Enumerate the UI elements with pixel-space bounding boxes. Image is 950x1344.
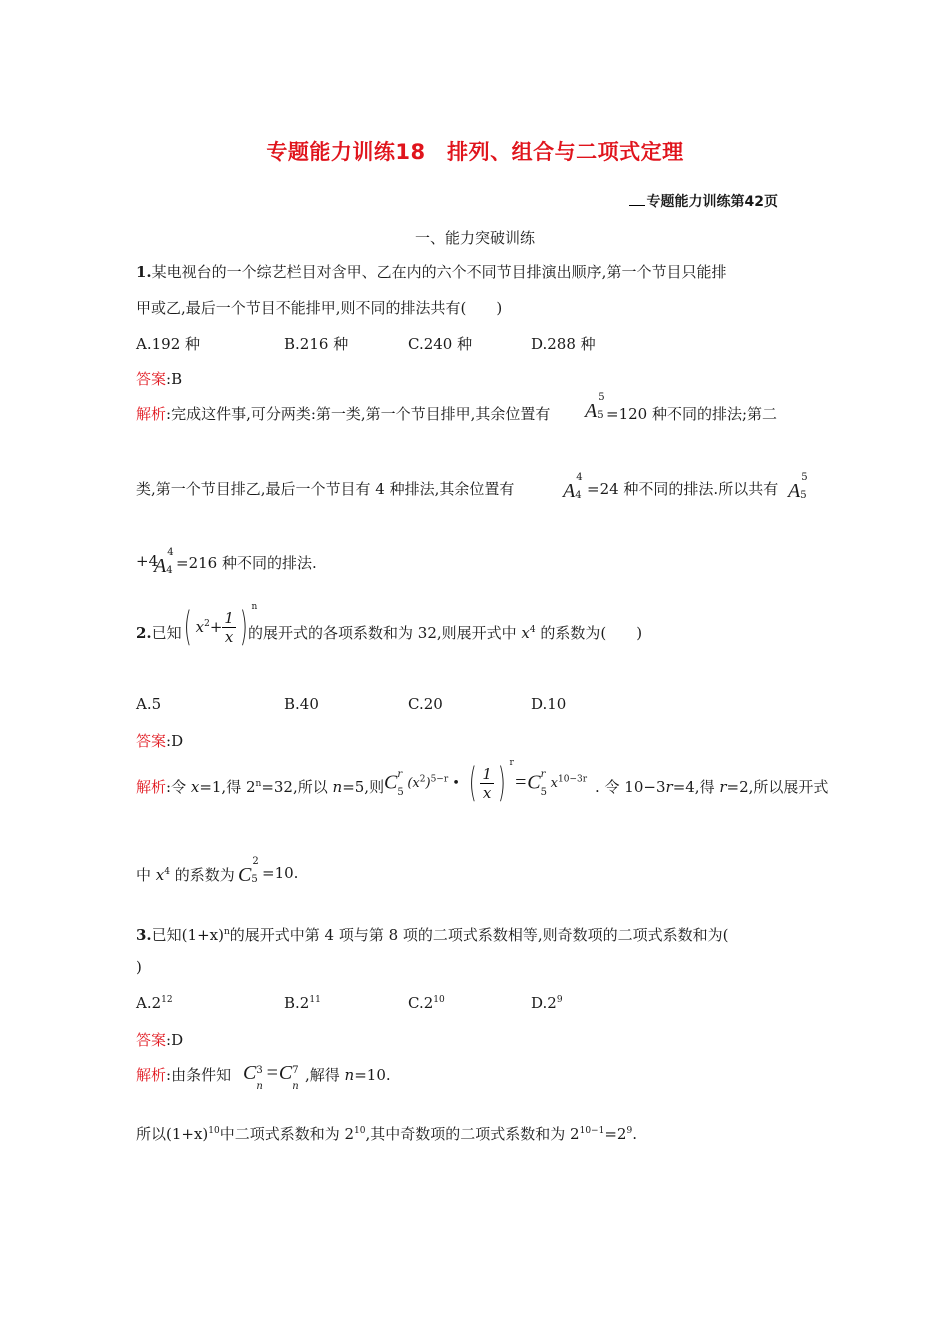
- q1-line-1: 1.某电视台的一个综艺栏目对含甲、乙在内的六个不同节目排演出顺序,第一个节目只能排: [136, 263, 727, 281]
- math-a55: A 5 5: [585, 392, 605, 422]
- q1-solution-line-3a: +4: [136, 552, 159, 570]
- math-a44-b: A 4 4: [154, 547, 174, 577]
- q2-line-1b: 的展开式的各项系数和为 32,则展开式中 $x^4$ 的系数为( ): [248, 624, 643, 642]
- q3-line-2: ): [136, 958, 142, 976]
- math-c52: C 2 5: [238, 856, 259, 886]
- q2-solution-line-2a: 中 $x^4$ 的系数为: [136, 866, 235, 884]
- q3-option-c: $C.2^{10}$: [408, 994, 445, 1012]
- q2-answer: 答案:D: [136, 732, 184, 750]
- q2-option-d: D.10: [531, 695, 567, 713]
- q2-option-a: A.5: [136, 695, 162, 713]
- q1-solution-line-2: 类,第一个节目排乙,最后一个节目有 4 种排法,其余位置有: [136, 480, 515, 498]
- q3-solution-line-1b: ,解得 n=10.: [305, 1066, 391, 1084]
- q1-solution-line-3b: =216 种不同的排法.: [176, 554, 317, 572]
- q1-option-c: C.240 种: [408, 335, 473, 353]
- q1-solution-line-1: 解析:完成这件事,可分两类:第一类,第一个节目排甲,其余位置有: [136, 405, 551, 423]
- q1-option-b: B.216 种: [284, 335, 349, 353]
- math-binomial-term: C r 5 $(x^2)^{5-r}$ • ( $\frac{1}{x}$ ) $^r$=C r 5 $x^{10-3r}$: [384, 758, 588, 806]
- q3-answer: 答案:D: [136, 1031, 184, 1049]
- q2-line-1a: 2.已知: [136, 624, 182, 642]
- q2-option-b: B.40: [284, 695, 319, 713]
- q1-solution-line-2b: =24 种不同的排法.所以共有: [587, 480, 779, 498]
- q1-option-a: A.192 种: [136, 335, 200, 353]
- q2-solution-line-1a: 解析:令 x=1,得 $2^n=32$,所以 n=5,则: [136, 778, 385, 796]
- q1-solution-line-1b: =120 种不同的排法;第二: [606, 405, 778, 423]
- q2-option-c: C.20: [408, 695, 443, 713]
- section-heading: 一、能力突破训练: [414, 229, 535, 247]
- q1-answer: 答案:B: [136, 370, 183, 388]
- q2-solution-line-2b: =10.: [262, 864, 299, 882]
- math-a55-b: A 5 5: [788, 472, 808, 502]
- q1-line-2: 甲或乙,最后一个节目不能排甲,则不同的排法共有( ): [136, 299, 503, 317]
- page-title: 专题能力训练18 排列、组合与二项式定理: [266, 140, 684, 164]
- q3-solution-line-2: 所以$(1+x)^{10}$中二项式系数和为 $2^{10}$,其中奇数项的二项式系数和为 $2^{10-1}=2^9$.: [136, 1125, 637, 1143]
- q3-option-d: $D.2^9$: [531, 994, 563, 1012]
- q3-option-b: $B.2^{11}$: [284, 994, 321, 1012]
- q1-option-d: D.288 种: [531, 335, 596, 353]
- q3-solution-line-1a: 解析:由条件知: [136, 1066, 232, 1084]
- q2-solution-line-1b: . 令 10−3r=4,得 r=2,所以展开式: [595, 778, 829, 796]
- q3-line-1: 3.已知$(1+x)^n$的展开式中第 4 项与第 8 项的二项式系数相等,则奇数项的二项式系数和为(: [136, 926, 729, 944]
- q3-option-a: $A.2^{12}$: [136, 994, 173, 1012]
- math-binomial-expression: ( $x^2+$ $\frac{1}{x}$ ) $^n$: [183, 602, 258, 650]
- page-reference: 专题能力训练第42页: [629, 191, 778, 211]
- math-a44: A 4 4: [563, 472, 583, 502]
- math-cn3-eq-cn7: C 3 n =C 7 n: [243, 1062, 299, 1092]
